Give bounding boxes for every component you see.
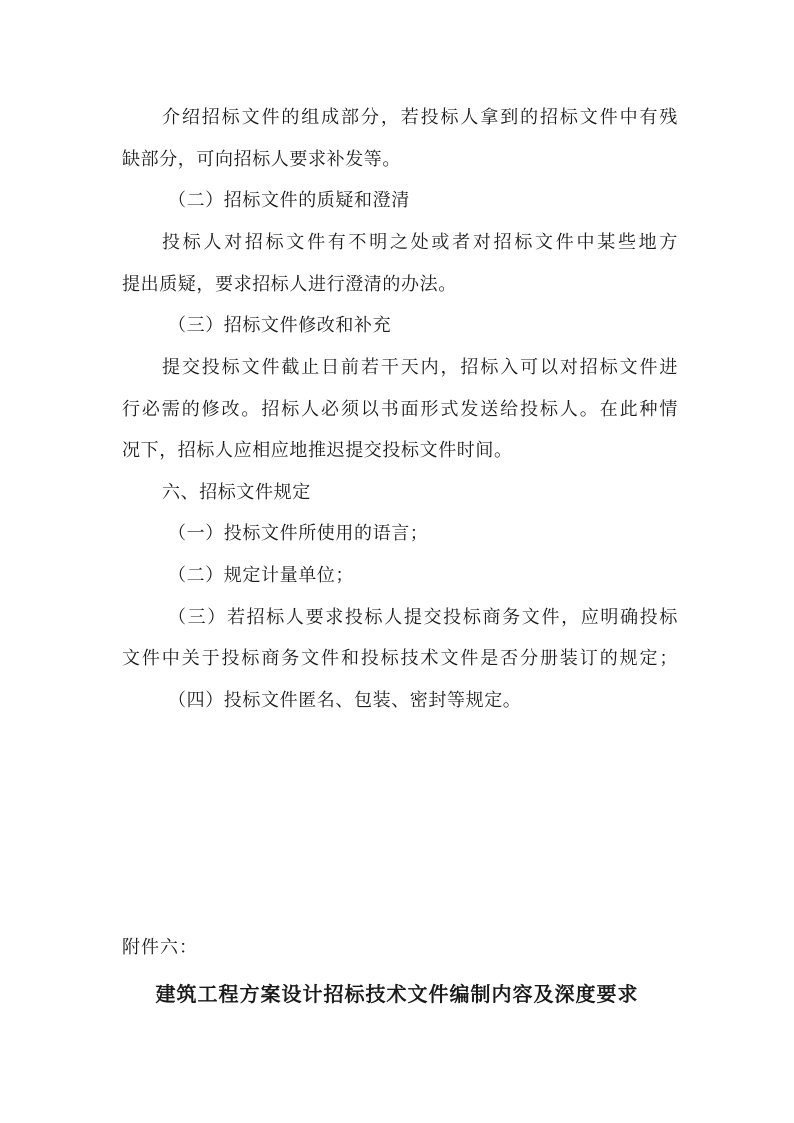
paragraph-line: 缺部分，可向招标人要求补发等。 <box>122 149 401 170</box>
paragraph-line: 介绍招标文件的组成部分，若投标人拿到的招标文件中有残 <box>162 107 678 128</box>
paragraph-line: 况下，招标人应相应地推迟提交投标文件时间。 <box>122 440 513 461</box>
annex-label: 附件六： <box>122 937 198 958</box>
list-item: （二）规定计量单位； <box>168 565 354 586</box>
paragraph-line: 行必需的修改。招标人必须以书面形式发送给投标人。在此种情 <box>122 399 678 420</box>
paragraph-line: 投标人对招标文件有不明之处或者对招标文件中某些地方 <box>162 232 678 253</box>
list-item: （一）投标文件所使用的语言； <box>168 523 429 544</box>
list-item: （四）投标文件匿名、包装、密封等规定。 <box>168 690 522 711</box>
list-item: （三）若招标人要求投标人提交投标商务文件，应明确投标 <box>168 607 678 628</box>
annex-title: 建筑工程方案设计招标技术文件编制内容及深度要求 <box>155 982 639 1006</box>
paragraph-line: 文件中关于投标商务文件和投标技术文件是否分册装订的规定； <box>122 648 678 669</box>
section-heading: 六、招标文件规定 <box>162 482 311 503</box>
paragraph-line: 提出质疑，要求招标人进行澄清的办法。 <box>122 274 457 295</box>
section-heading: （三）招标文件修改和补充 <box>168 315 392 336</box>
paragraph-line: 提交投标文件截止日前若干天内，招标入可以对招标文件进 <box>162 357 678 378</box>
section-heading: （二）招标文件的质疑和澄清 <box>168 190 410 211</box>
